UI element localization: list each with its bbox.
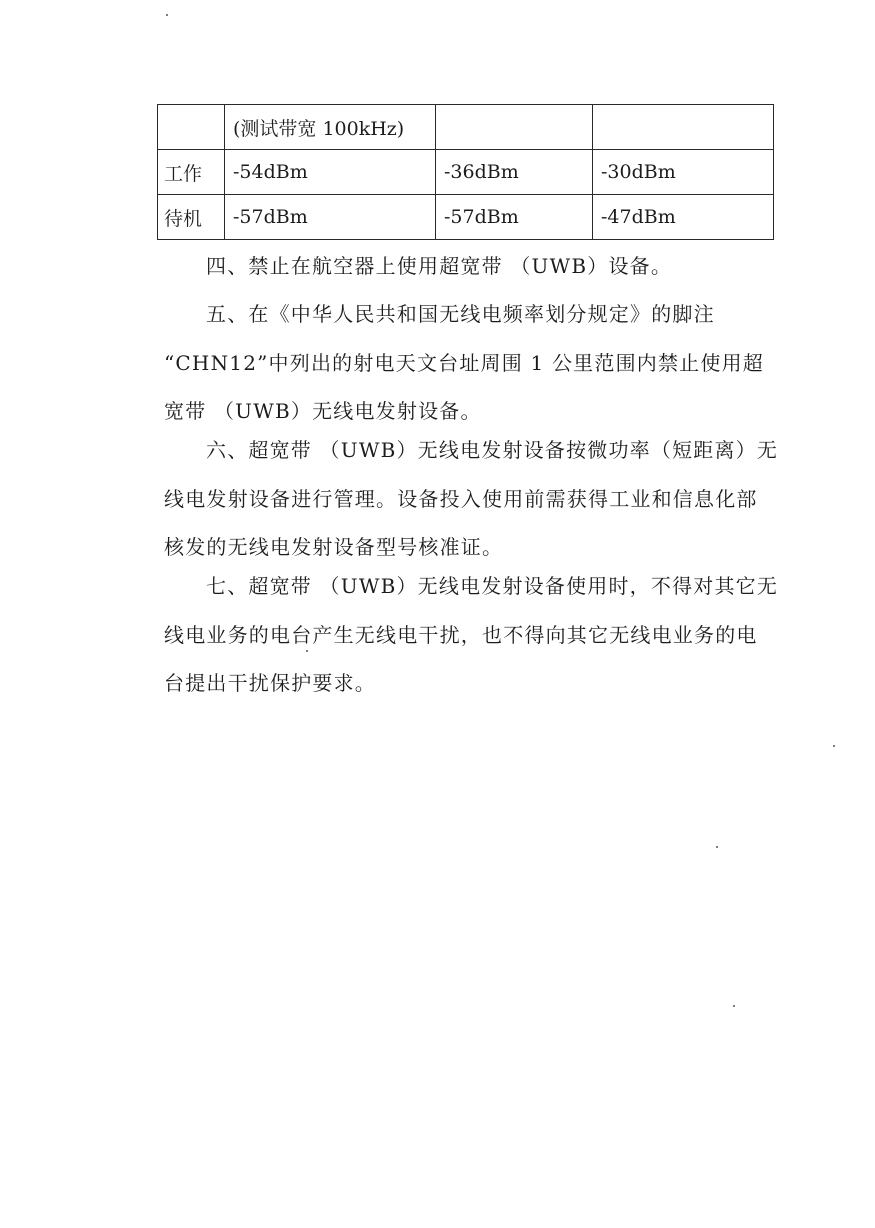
scan-speck	[166, 14, 168, 16]
paragraph-line: 线电业务的电台产生无线电干扰，也不得向其它无线电业务的电	[164, 622, 758, 647]
table-row	[158, 105, 774, 150]
paragraph-line: “CHN12”中列出的射电天文台址周围 1 公里范围内禁止使用超	[164, 350, 764, 375]
paragraph-line: 六、超宽带 （UWB）无线电发射设备按微功率（短距离）无	[206, 438, 779, 462]
table-cell: 待机	[158, 195, 225, 240]
table-cell: -54dBm	[225, 150, 436, 195]
paragraph-line: 核发的无线电发射设备型号核准证。	[164, 535, 504, 559]
table-row	[158, 150, 774, 195]
paragraph-line: 宽带 （UWB）无线电发射设备。	[164, 399, 482, 423]
scan-speck	[833, 745, 835, 747]
scan-speck	[306, 650, 308, 652]
emission-limit-table	[157, 104, 774, 240]
table-cell: -36dBm	[436, 150, 593, 195]
paragraph-6	[164, 426, 779, 572]
paragraph-line: 五、在《中华人民共和国无线电频率划分规定》的脚注	[206, 302, 715, 326]
table-cell: -57dBm	[225, 195, 436, 240]
paragraph-line: 线电发射设备进行管理。设备投入使用前需获得工业和信息化部	[164, 486, 758, 511]
paragraph-5	[164, 290, 776, 436]
table-cell: -47dBm	[593, 195, 774, 240]
paragraph-4	[164, 242, 776, 291]
paragraph-7	[164, 562, 779, 708]
paragraph-line: 四、禁止在航空器上使用超宽带 （UWB）设备。	[206, 254, 673, 278]
scan-speck	[733, 1005, 735, 1007]
paragraph-line: 七、超宽带 （UWB）无线电发射设备使用时，不得对其它无	[206, 574, 779, 598]
scan-speck	[716, 846, 718, 848]
paragraph-line: 台提出干扰保护要求。	[164, 671, 376, 695]
table-cell	[436, 105, 593, 150]
table-row	[158, 195, 774, 240]
table-cell: 工作	[158, 150, 225, 195]
table-cell: -30dBm	[593, 150, 774, 195]
table-cell: -57dBm	[436, 195, 593, 240]
table-cell: (测试带宽 100kHz)	[225, 105, 436, 150]
table-cell	[593, 105, 774, 150]
table-cell	[158, 105, 225, 150]
